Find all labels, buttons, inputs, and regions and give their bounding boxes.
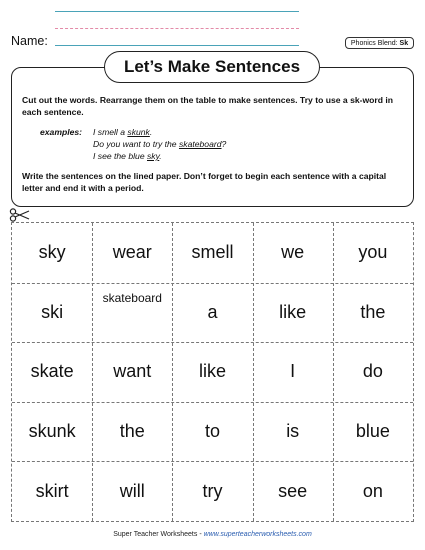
example-sentence: Do you want to try the skateboard? [93, 139, 227, 149]
word-card: to [204, 421, 220, 442]
word-card: skateboard [102, 290, 162, 305]
word-card: do [362, 361, 383, 382]
phonics-blend-label: Phonics Blend: [350, 40, 398, 47]
footer-link[interactable]: www.superteacherworksheets.com [203, 531, 312, 538]
word-card: you [358, 242, 388, 263]
name-guide-top-line [55, 11, 299, 12]
examples-label: examples: [40, 127, 83, 137]
word-card: skunk [28, 421, 76, 442]
word-card: skate [30, 361, 74, 382]
example-sk-word: skunk [127, 127, 150, 137]
word-card: we [281, 242, 305, 263]
word-card: wear [112, 242, 152, 263]
word-card: skirt [35, 480, 69, 501]
footer-brand: Super Teacher Worksheets [113, 531, 198, 538]
example-sk-word: skateboard [178, 139, 222, 149]
word-card: see [278, 480, 308, 501]
word-card: sky [38, 242, 66, 263]
word-card: the [360, 301, 386, 322]
word-card-grid [11, 222, 414, 522]
word-card: the [119, 421, 145, 442]
name-writing-line [55, 45, 299, 46]
word-card: a [207, 301, 218, 322]
scissors-icon [9, 208, 31, 222]
word-card: like [198, 361, 226, 382]
phonics-blend-value: Sk [399, 40, 409, 47]
writing-instructions: Write the sentences on the lined paper. Don’t forget to begin each sentence with a capital letter and end it with a period. [22, 171, 387, 193]
example-sk-word: sky [147, 151, 160, 161]
instructions-text: Cut out the words. Rearrange them on the table to make sentences. Try to use a sk-word in each sentence. [22, 95, 394, 117]
word-card: on [362, 480, 383, 501]
word-card: ski [41, 301, 64, 322]
example-sentence: I see the blue sky. [93, 151, 162, 161]
example-sentence: I smell a skunk. [93, 127, 153, 137]
footer: Super Teacher Worksheets - www.superteacherworksheets.com [113, 531, 312, 538]
page-title: Let’s Make Sentences [104, 51, 320, 83]
word-card: I [290, 361, 296, 382]
word-card: blue [355, 421, 390, 442]
word-card: try [202, 480, 223, 501]
name-label: Name: [11, 34, 48, 48]
word-card: smell [191, 242, 234, 263]
word-card: will [119, 480, 145, 501]
word-card: is [286, 421, 300, 442]
phonics-blend-badge [345, 37, 414, 49]
word-card: like [279, 301, 307, 322]
name-guide-mid-line [55, 28, 299, 29]
word-card: want [113, 361, 152, 382]
